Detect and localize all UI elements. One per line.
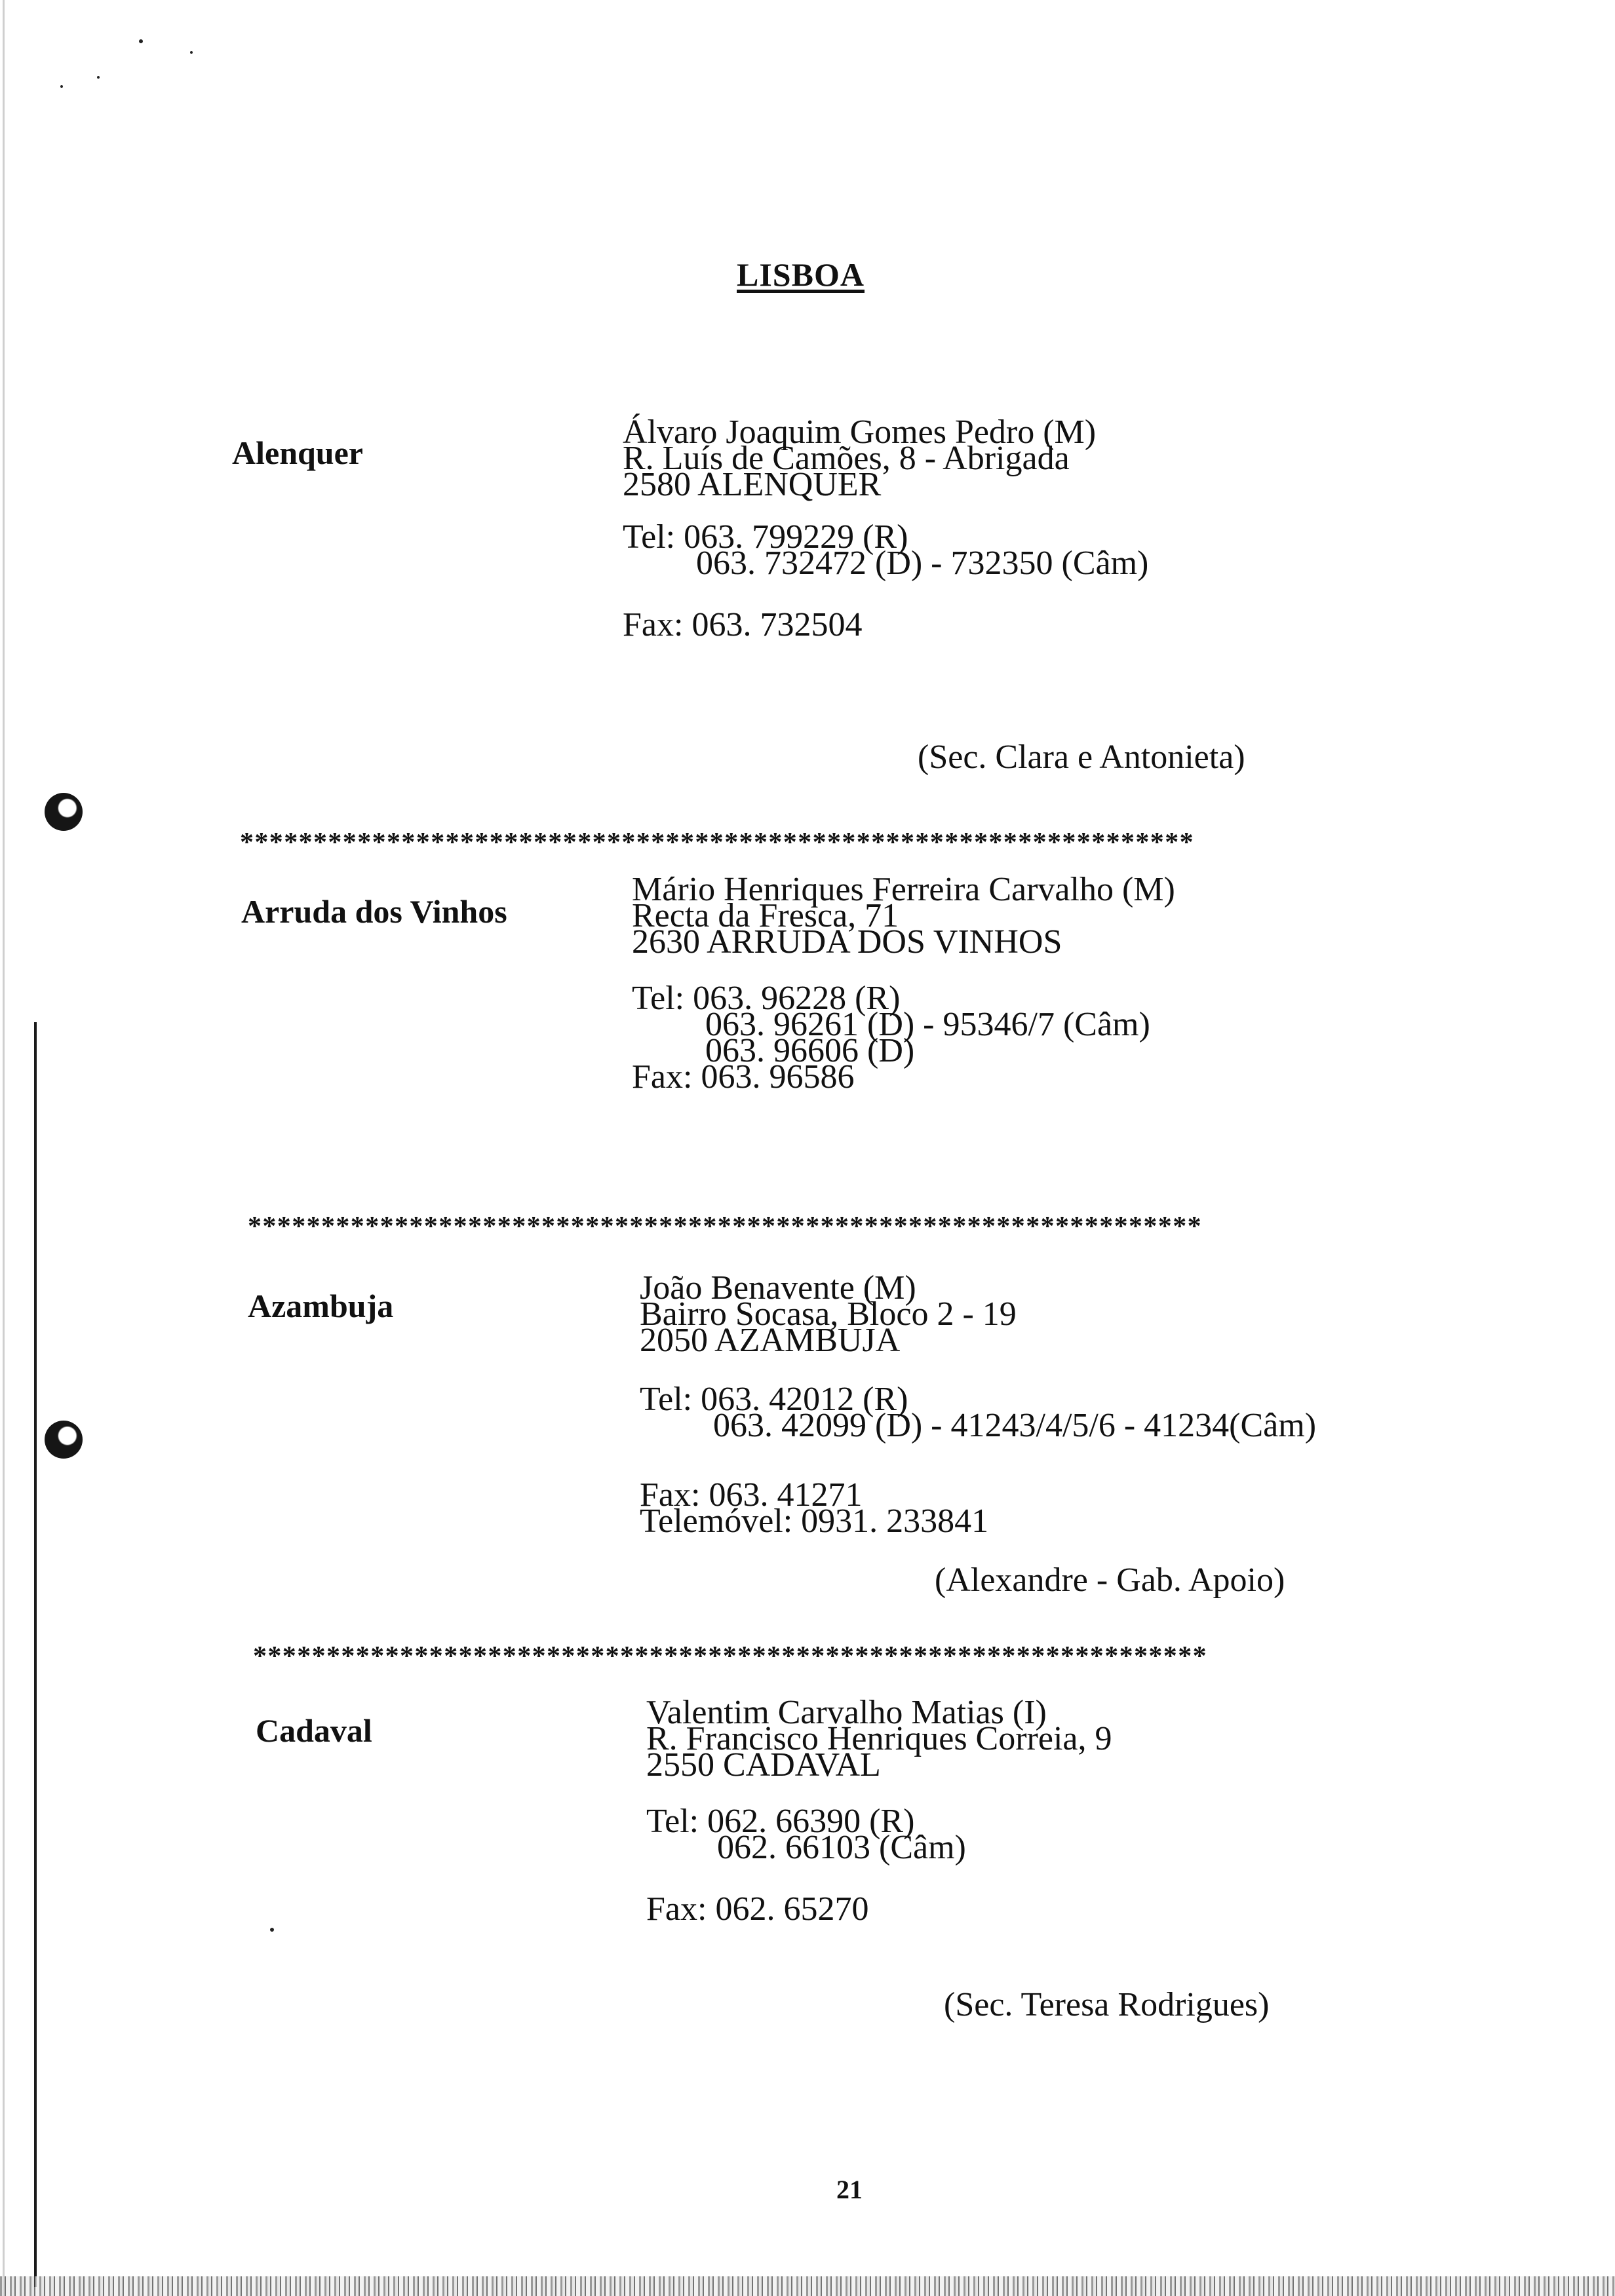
binding-line [34,1022,37,2287]
contact-entry [640,1269,1317,1540]
page-number: 21 [836,2175,863,2204]
scan-speck [60,85,63,88]
scan-speck [190,51,193,54]
contact-entry [632,871,1175,1096]
fax-line: Fax: 063. 96586 [632,1058,855,1096]
secretary-note: (Sec. Clara e Antonieta) [918,738,1245,776]
separator: ***************************************************************** [248,1212,1202,1242]
contact-name: João Benavente (M) [640,1269,916,1307]
scan-noise-strip [0,2276,1615,2296]
fax-line: Fax: 063. 41271 [640,1476,863,1514]
scan-speck [139,39,143,43]
contact-name: Mário Henriques Ferreira Carvalho (M) [632,871,1175,908]
fax-line: Fax: 063. 732504 [623,606,863,643]
place-name: Alenquer [232,434,363,471]
contact-entry [623,413,1149,643]
separator: ***************************************************************** [253,1641,1207,1672]
phone-line: 062. 66103 (Câm) [717,1829,966,1866]
address-line: Recta da Fresca, 71 [632,897,899,934]
place-name: Arruda dos Vinhos [241,893,507,930]
address-line: R. Francisco Henriques Correia, 9 [646,1720,1112,1757]
fax-line: Fax: 062. 65270 [646,1890,869,1928]
address-line: Bairro Socasa, Bloco 2 - 19 [640,1295,1017,1333]
separator: ***************************************************************** [240,828,1194,858]
postal-line: 2580 ALENQUER [623,466,882,503]
place-name: Cadaval [256,1712,372,1749]
postal-line: 2550 CADAVAL [646,1746,881,1784]
mobile-line: Telemóvel: 0931. 233841 [640,1502,989,1540]
secretary-note: (Sec. Teresa Rodrigues) [944,1986,1270,2023]
contact-entry [646,1694,1112,1928]
phone-line: Tel: 062. 66390 (R) [646,1803,915,1840]
scan-speck [270,1928,274,1932]
punch-hole [45,1421,83,1459]
postal-line: 2050 AZAMBUJA [640,1322,901,1359]
punch-hole [45,793,83,831]
secretary-note: (Alexandre - Gab. Apoio) [935,1561,1285,1599]
phone-line: Tel: 063. 42012 (R) [640,1381,908,1418]
phone-line: 063. 96606 (D) [705,1032,915,1069]
postal-line: 2630 ARRUDA DOS VINHOS [632,923,1062,961]
phone-line: 063. 96261 (D) - 95346/7 (Câm) [705,1006,1150,1043]
place-name: Azambuja [248,1288,394,1324]
phone-line: Tel: 063. 799229 (R) [623,518,908,556]
phone-line: Tel: 063. 96228 (R) [632,980,901,1017]
phone-line: 063. 732472 (D) - 732350 (Câm) [696,545,1149,582]
page-title: LISBOA [737,256,865,293]
scan-speck [97,76,100,79]
contact-name: Álvaro Joaquim Gomes Pedro (M) [623,413,1097,451]
phone-line: 063. 42099 (D) - 41243/4/5/6 - 41234(Câm) [713,1407,1317,1444]
scan-edge-line [3,0,5,2296]
contact-name: Valentim Carvalho Matias (I) [646,1694,1047,1731]
address-line: R. Luís de Camões, 8 - Abrigada [623,440,1070,477]
